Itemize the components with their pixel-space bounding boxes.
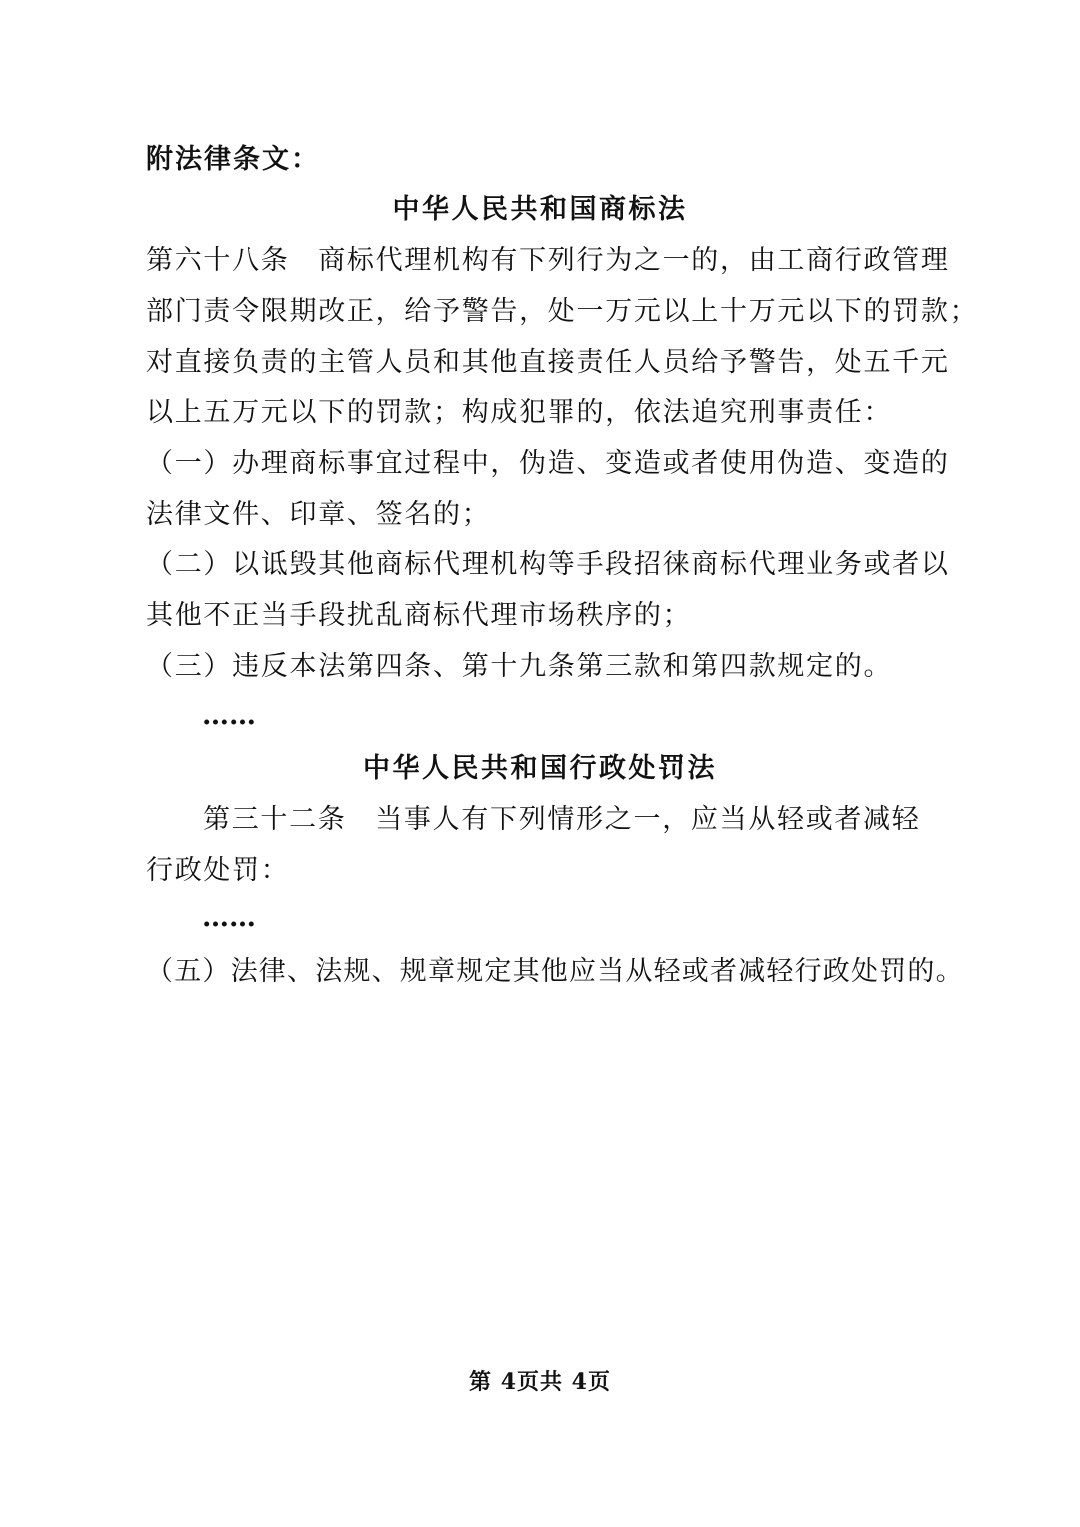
law2-line-2: 行政处罚： [146, 855, 290, 886]
law1-line-4: 以上五万元以下的罚款；构成犯罪的，依法追究刑事责任： [146, 397, 893, 428]
law1-line-6: 法律文件、印章、签名的； [146, 499, 491, 530]
law-title-administrative-penalty: 中华人民共和国行政处罚法 [363, 753, 717, 784]
law2-line-1: 第三十二条 当事人有下列情形之一，应当从轻或者减轻 [203, 804, 921, 835]
law2-last-line: （五）法律、法规、规章规定其他应当从轻或者减轻行政处罚的。 [146, 956, 964, 987]
law2-ellipsis: …… [202, 902, 256, 933]
law1-line-5: （一）办理商标事宜过程中，伪造、变造或者使用伪造、变造的 [146, 448, 950, 479]
law1-line-1: 第六十八条 商标代理机构有下列行为之一的，由工商行政管理 [146, 245, 950, 276]
law1-line-8: 其他不正当手段扰乱商标代理市场秩序的； [146, 600, 692, 631]
law1-line-9: （三）违反本法第四条、第十九条第三款和第四款规定的。 [146, 651, 893, 682]
law1-line-7: （二）以诋毁其他商标代理机构等手段招徕商标代理业务或者以 [146, 549, 950, 580]
law-title-trademark: 中华人民共和国商标法 [392, 194, 688, 225]
law1-line-2: 部门责令限期改正，给予警告，处一万元以上十万元以下的罚款； [146, 296, 979, 327]
page-number: 第 4页共 4页 [469, 1369, 611, 1395]
law1-line-3: 对直接负责的主管人员和其他直接责任人员给予警告，处五千元 [146, 347, 950, 378]
law1-ellipsis: …… [202, 700, 256, 731]
appendix-heading: 附法律条文： [146, 144, 320, 175]
